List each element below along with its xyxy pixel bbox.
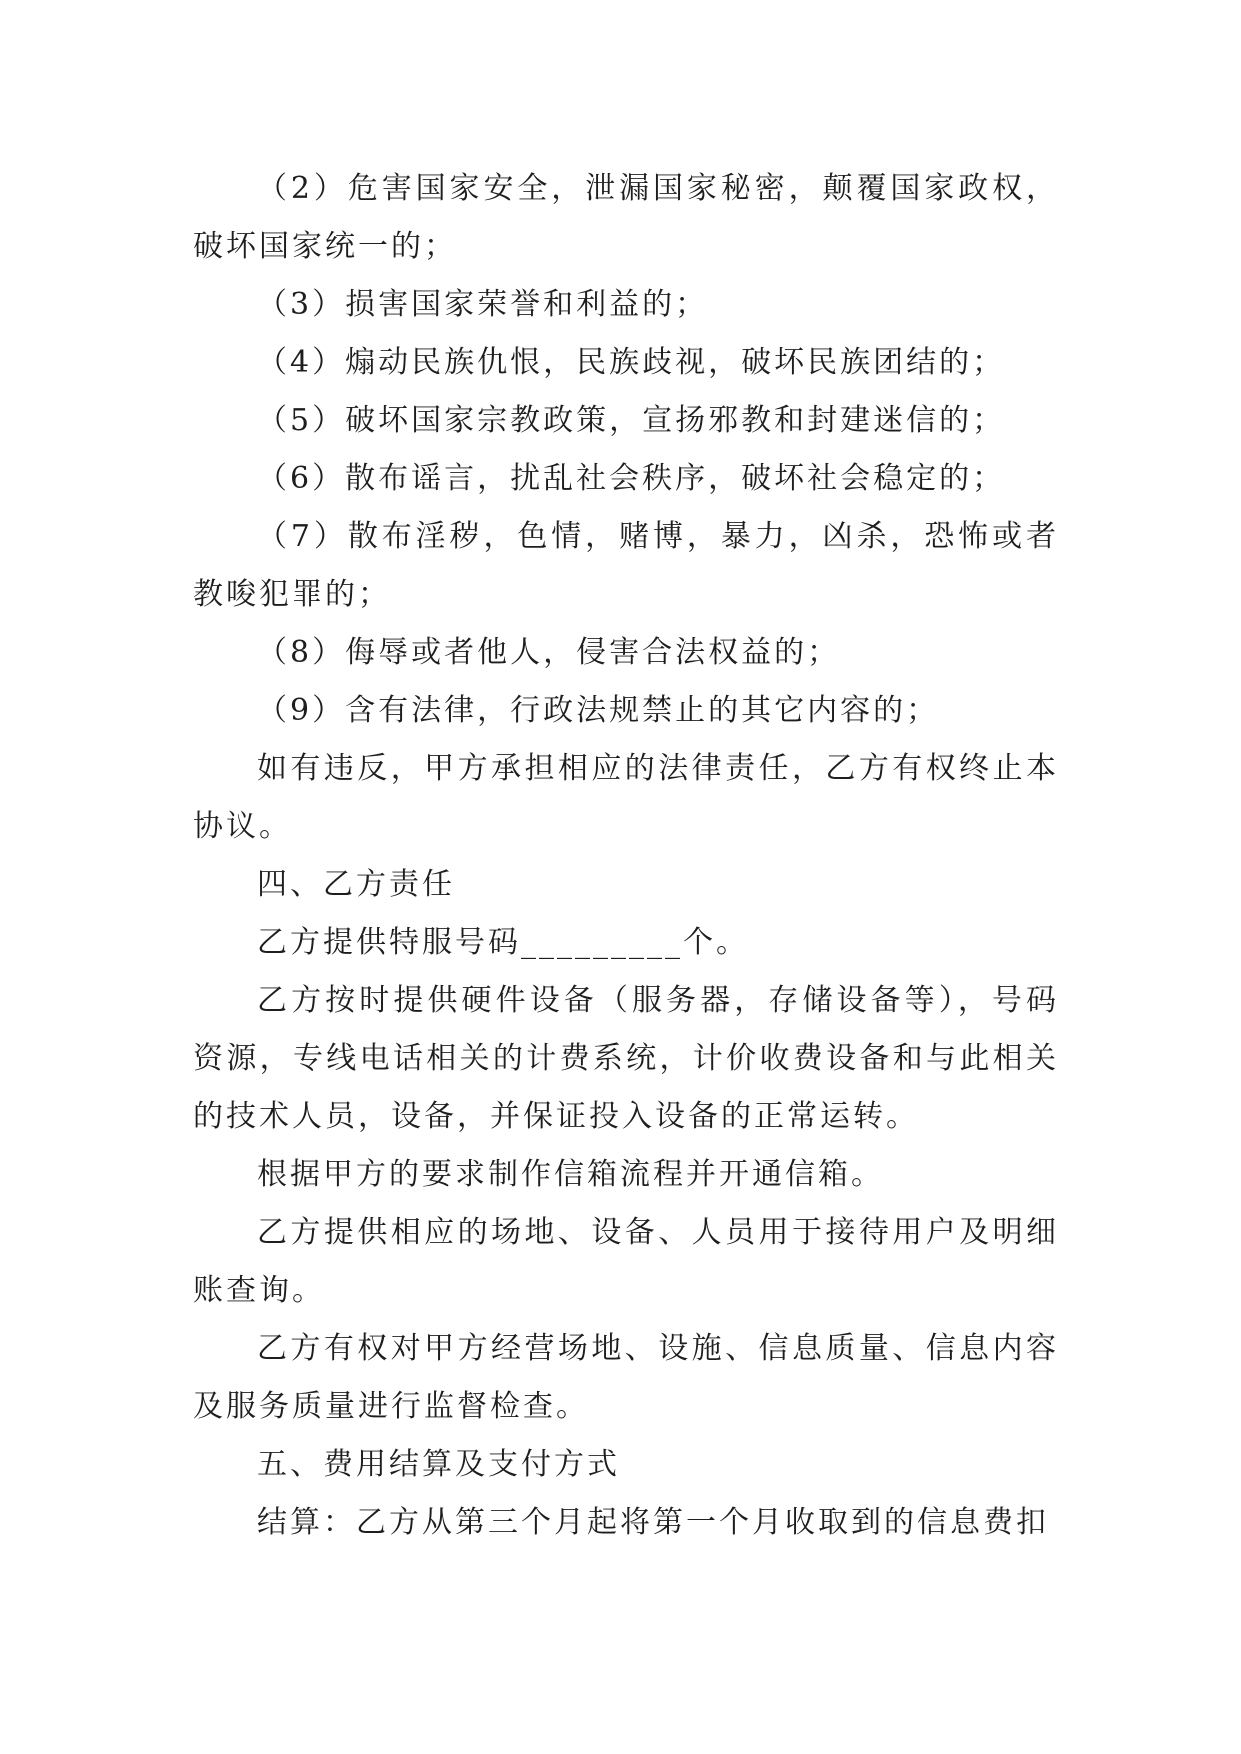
venue-paragraph: 乙方提供相应的场地、设备、人员用于接待用户及明细账查询。 [193, 1215, 1059, 1308]
clause-item-2: （2）危害国家安全，泄漏国家秘密，颠覆国家政权，破坏国家统一的； [193, 171, 1059, 264]
mailbox-paragraph: 根据甲方的要求制作信箱流程并开通信箱。 [257, 1157, 884, 1192]
clause-item-6: （6）散布谣言，扰乱社会秩序，破坏社会稳定的； [257, 461, 1006, 496]
violation-paragraph: 如有违反，甲方承担相应的法律责任，乙方有权终止本协议。 [193, 751, 1059, 844]
clause-item-4: （4）煽动民族仇恨，民族歧视，破坏民族团结的； [257, 345, 1006, 380]
clause-item-3: （3）损害国家荣誉和利益的； [257, 287, 709, 322]
section-heading-payment: 五、费用结算及支付方式 [257, 1447, 620, 1482]
hardware-paragraph: 乙方按时提供硬件设备（服务器，存储设备等），号码资源，专线电话相关的计费系统，计价收费设备和与此相关的技术人员，设备，并保证投入设备的正常运转。 [193, 983, 1059, 1134]
clause-item-7: （7）散布淫秽，色情，赌博，暴力，凶杀，恐怖或者教唆犯罪的； [193, 519, 1059, 612]
clause-item-9: （9）含有法律，行政法规禁止的其它内容的； [257, 693, 940, 728]
supervision-paragraph: 乙方有权对甲方经营场地、设施、信息质量、信息内容及服务质量进行监督检查。 [193, 1331, 1059, 1424]
document-page [193, 160, 1059, 1552]
clause-item-8: （8）侮辱或者他人，侵害合法权益的； [257, 635, 841, 670]
service-number-paragraph: 乙方提供特服号码_________个。 [257, 925, 749, 960]
section-heading-party-b: 四、乙方责任 [257, 867, 455, 902]
settlement-paragraph: 结算：乙方从第三个月起将第一个月收取到的信息费扣 [257, 1505, 1049, 1540]
clause-item-5: （5）破坏国家宗教政策，宣扬邪教和封建迷信的； [257, 403, 1006, 438]
